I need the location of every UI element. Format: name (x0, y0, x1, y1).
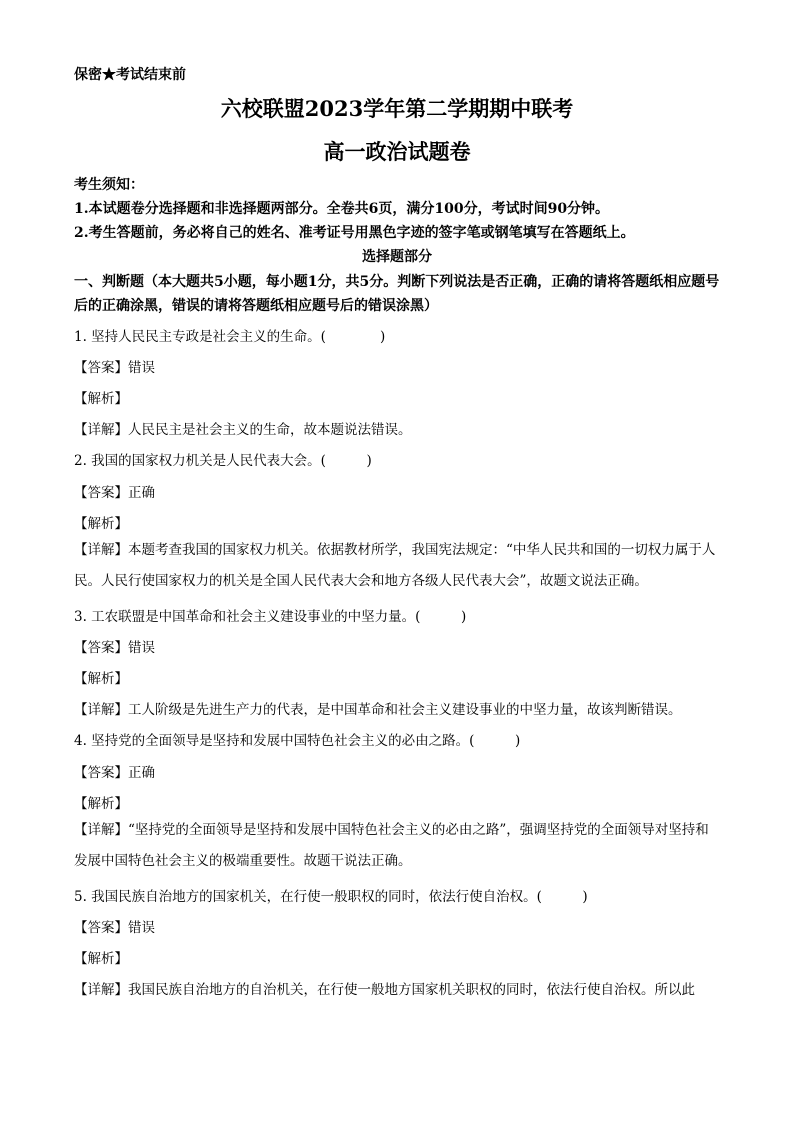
detail-label: 【详解】 (74, 542, 128, 558)
analysis-label: 【解析】 (74, 391, 128, 407)
question-4: 4. 坚持党的全面领导是坚持和发展中国特色社会主义的必由之路。( ) (74, 733, 521, 749)
detail-5 (74, 978, 695, 998)
answer-label: 【答案】 (74, 485, 128, 501)
notice-heading: 考生须知： (74, 177, 144, 193)
detail-1-text: 人民民主是社会主义的生命，故本题说法错误。 (128, 422, 412, 438)
answer-3-value: 错误 (128, 640, 155, 656)
detail-label: 【详解】 (74, 422, 128, 438)
question-5: 5. 我国民族自治地方的国家机关，在行使一般职权的同时，依法行使自治权。( ) (74, 889, 588, 905)
detail-label: 【详解】 (74, 702, 128, 718)
answer-label: 【答案】 (74, 920, 128, 936)
detail-label: 【详解】 (74, 822, 128, 838)
detail-4 (74, 815, 722, 877)
answer-1-value: 错误 (128, 360, 155, 376)
detail-5-text: 我国民族自治地方的自治机关，在行使一般地方国家机关职权的同时，依法行使自治权。所以此 (128, 982, 695, 998)
answer-2-value: 正确 (128, 485, 155, 501)
exam-subtitle: 高一政治试题卷 (323, 139, 471, 164)
answer-5-value: 错误 (128, 920, 155, 936)
analysis-label: 【解析】 (74, 796, 128, 812)
answer-label: 【答案】 (74, 765, 128, 781)
detail-4-text: “坚持党的全面领导是坚持和发展中国特色社会主义的必由之路”，强调坚持党的全面领导对坚持和发展中国特色社会主义的极端重要性。故题干说法正确。 (74, 822, 709, 869)
analysis-4 (74, 792, 128, 812)
notice-item-1: 1.本试题卷分选择题和非选择题两部分。全卷共6页，满分100分，考试时间90分钟。 (74, 201, 610, 217)
analysis-label: 【解析】 (74, 671, 128, 687)
analysis-2 (74, 512, 128, 532)
analysis-label: 【解析】 (74, 951, 128, 967)
question-3: 3. 工农联盟是中国革命和社会主义建设事业的中坚力量。( ) (74, 609, 467, 625)
detail-2 (74, 535, 722, 597)
question-2: 2. 我国的国家权力机关是人民代表大会。( ) (74, 453, 372, 469)
analysis-label: 【解析】 (74, 516, 128, 532)
detail-3-text: 工人阶级是先进生产力的代表，是中国革命和社会主义建设事业的中坚力量，故该判断错误。 (128, 702, 682, 718)
detail-3 (74, 698, 682, 718)
detail-label: 【详解】 (74, 982, 128, 998)
answer-5 (74, 916, 155, 936)
detail-1 (74, 418, 412, 438)
analysis-3 (74, 667, 128, 687)
notice-item-2: 2.考生答题前，务必将自己的姓名、准考证号用黑色字迹的签字笔或钢笔填写在答题纸上。 (74, 225, 635, 241)
answer-label: 【答案】 (74, 360, 128, 376)
answer-1 (74, 356, 155, 376)
section-1-instructions: 一、判断题（本大题共5小题，每小题1分，共5分。判断下列说法是否正确，正确的请将答题纸相应题号后的正确涂黑，错误的请将答题纸相应题号后的错误涂黑） (74, 274, 720, 314)
detail-2-text: 本题考查我国的国家权力机关。依据教材所学，我国宪法规定：“中华人民共和国的一切权力属于人民。人民行使国家权力的机关是全国人民代表大会和地方各级人民代表大会”，故题文说法正确。 (74, 542, 716, 589)
answer-label: 【答案】 (74, 640, 128, 656)
exam-title: 六校联盟2023学年第二学期期中联考 (220, 96, 574, 121)
confidential-label: 保密★考试结束前 (74, 67, 186, 83)
question-1: 1. 坚持人民民主专政是社会主义的生命。( ) (74, 329, 386, 345)
analysis-5 (74, 947, 128, 967)
answer-4 (74, 761, 155, 781)
analysis-1 (74, 387, 128, 407)
section-title: 选择题部分 (362, 249, 432, 265)
answer-3 (74, 636, 155, 656)
answer-4-value: 正确 (128, 765, 155, 781)
answer-2 (74, 481, 155, 501)
